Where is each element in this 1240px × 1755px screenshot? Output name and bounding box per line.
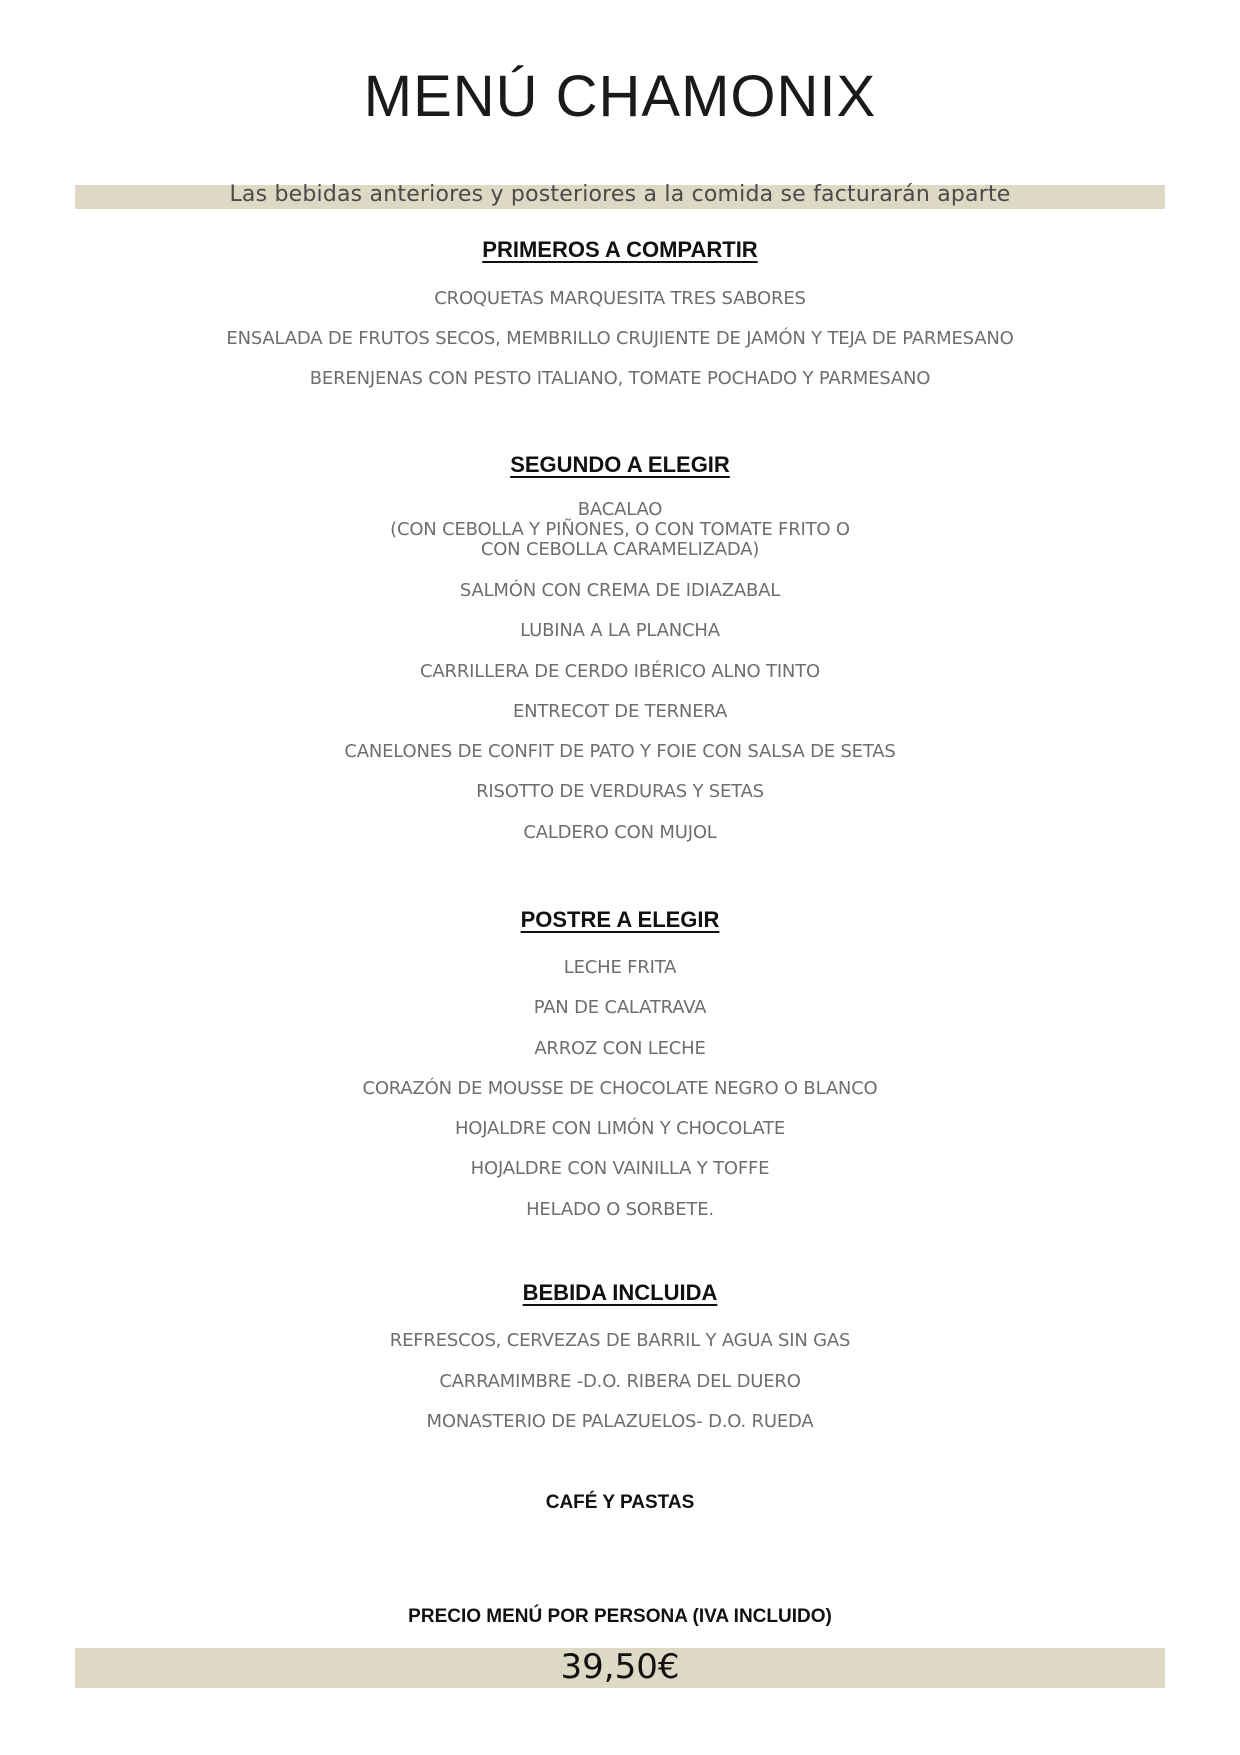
menu-item: ENSALADA DE FRUTOS SECOS, MEMBRILLO CRUJIENTE DE JAMÓN Y TEJA DE PARMESANO [226, 328, 1014, 349]
menu-item: CARRILLERA DE CERDO IBÉRICO ALNO TINTO [420, 661, 820, 682]
menu-item: CANELONES DE CONFIT DE PATO Y FOIE CON SALSA DE SETAS [344, 741, 896, 762]
section-heading-postre: POSTRE A ELEGIR [520, 907, 720, 932]
drinks-note: Las bebidas anteriores y posteriores a la comida se facturarán aparte [229, 182, 1011, 207]
menu-item: HELADO O SORBETE. [526, 1199, 714, 1220]
section-heading-segundo: SEGUNDO A ELEGIR [510, 452, 730, 477]
menu-item: HOJALDRE CON VAINILLA Y TOFFE [470, 1158, 770, 1179]
menu-title: MENÚ CHAMONIX [363, 64, 877, 129]
menu-item: MONASTERIO DE PALAZUELOS- D.O. RUEDA [426, 1411, 814, 1432]
menu-item: HOJALDRE CON LIMÓN Y CHOCOLATE [454, 1118, 786, 1139]
section-heading-bebida: BEBIDA INCLUIDA [522, 1280, 718, 1305]
menu-item: CARRAMIMBRE -D.O. RIBERA DEL DUERO [439, 1371, 801, 1392]
menu-item: ARROZ CON LECHE [534, 1038, 706, 1059]
price-value: 39,50€ [560, 1647, 680, 1687]
menu-item: CORAZÓN DE MOUSSE DE CHOCOLATE NEGRO O BLANCO [362, 1078, 878, 1099]
menu-item: CROQUETAS MARQUESITA TRES SABORES [434, 288, 806, 309]
menu-item: REFRESCOS, CERVEZAS DE BARRIL Y AGUA SIN GAS [389, 1330, 851, 1351]
menu-item: LECHE FRITA [563, 957, 677, 978]
menu-item: CALDERO CON MUJOL [523, 822, 717, 843]
menu-item: PAN DE CALATRAVA [533, 997, 707, 1018]
menu-item: LUBINA A LA PLANCHA [520, 620, 720, 641]
menu-item: BERENJENAS CON PESTO ITALIANO, TOMATE POCHADO Y PARMESANO [309, 368, 931, 389]
section-heading-primeros: PRIMEROS A COMPARTIR [482, 237, 758, 262]
menu-item: ENTRECOT DE TERNERA [512, 701, 728, 722]
coffee-line: CAFÉ Y PASTAS [545, 1492, 695, 1513]
menu-item: BACALAO [577, 499, 663, 520]
menu-item: SALMÓN CON CREMA DE IDIAZABAL [459, 580, 781, 601]
price-label: PRECIO MENÚ POR PERSONA (IVA INCLUIDO) [408, 1606, 832, 1627]
menu-item-detail: (CON CEBOLLA Y PIÑONES, O CON TOMATE FRITO O [390, 519, 850, 540]
menu-item-detail: CON CEBOLLA CARAMELIZADA) [480, 539, 760, 560]
menu-item: RISOTTO DE VERDURAS Y SETAS [476, 781, 764, 802]
